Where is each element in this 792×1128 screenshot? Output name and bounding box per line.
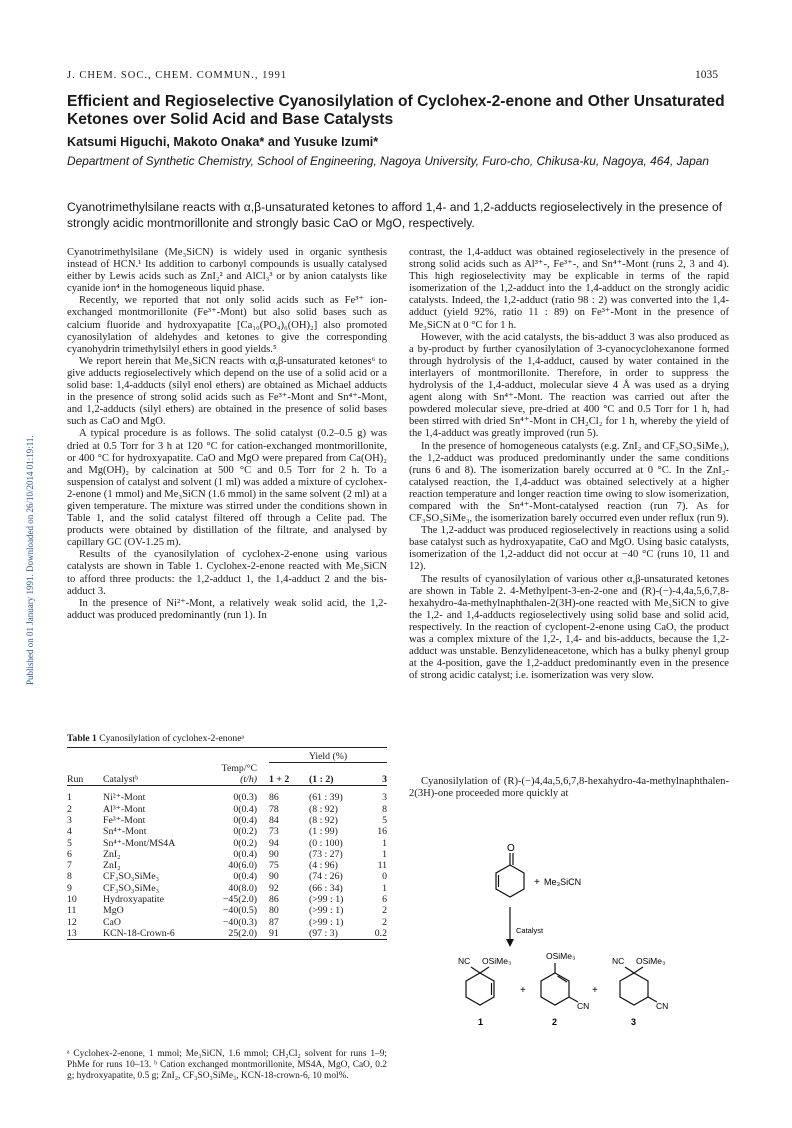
ratio-cell: (>99 : 1) bbox=[309, 916, 344, 928]
yield-cell: 86 bbox=[269, 792, 279, 804]
bis-adduct-header: 3 bbox=[359, 774, 387, 786]
run-cell: 2 bbox=[67, 803, 72, 815]
temp-time-cell: −40(0.3) bbox=[222, 916, 257, 928]
yield-cell: 84 bbox=[269, 814, 279, 826]
bis-adduct-cell: 0.2 bbox=[359, 928, 387, 940]
run-cell: 1 bbox=[67, 792, 72, 804]
table-body bbox=[67, 792, 387, 939]
ratio-cell: (97 : 3) bbox=[309, 928, 359, 940]
table-row bbox=[67, 860, 387, 871]
ratio-cell: (61 : 39) bbox=[309, 792, 343, 804]
page-number: 1035 bbox=[695, 69, 718, 81]
catalyst-cell: ZnI₂ bbox=[103, 848, 121, 860]
temp-time-cell: 0(0.4) bbox=[233, 814, 257, 826]
paragraph: The 1,2-adduct was produced regioselectively in reactions using a solid base catalyst such as hydroxyapatite, CaO and MgO. Using basic catalysts, isomerization of the 1,2-adduct did not occur at −40 °C (runs 10, 11 and 12). bbox=[409, 525, 729, 573]
paragraph: However, with the acid catalysts, the bis-adduct 3 was also produced as a by-product by further cyanosilylation of 3-cyanocyclohexanone formed through hydrolysis of the 1,4-adduct, caused by water contained in the interlayers of montmorillonite. Therefore, in order to suppress the hydrolysis of the 1,4-adduct, molecular sieve 4 Å was used as a drying agent along with Sn⁴⁺-Mont. The reaction was carried out after the powdered molecular sieve, pre-dried at 400 °C and 0.5 Torr for 1 h, had been stirred with dried Sn⁴⁺-Mont in CH₂Cl₂ for 1 h, whereby the yield of the 1,4-adduct was greatly improved (run 5). bbox=[409, 331, 729, 440]
ratio-cell: (8 : 92) bbox=[309, 803, 338, 815]
catalyst-cell: CF₃SO₃SiMe₃ bbox=[103, 871, 159, 883]
compound-label-2: 2 bbox=[552, 1017, 558, 1027]
paragraph: We report herein that Me₃SiCN reacts with α,β-unsaturated ketones⁶ to give adducts regioselectively which depend on the use of a solid acid or a solid base: 1,4-adducts (silyl enol ethers) are obtained as Michael adducts in the presence of strong solid acids such as Fe³⁺-Mont and Sn⁴⁺-Mont, and 1,2-adducts (silyl ethers) are obtained in the presence of solid bases such as CaO and MgO. bbox=[67, 355, 387, 428]
bis-adduct-cell: 2 bbox=[382, 916, 387, 928]
reagent-label: Me₃SiCN bbox=[544, 877, 582, 887]
sum-header: 1 + 2 bbox=[269, 774, 309, 786]
table-row bbox=[67, 883, 387, 894]
bis-adduct-cell: 2 bbox=[382, 905, 387, 917]
run-cell: 12 bbox=[67, 916, 77, 928]
temp-time-cell: 0(0.2) bbox=[233, 837, 257, 849]
temp-time-cell: 0(0.2) bbox=[233, 826, 257, 838]
bis-adduct-cell: 5 bbox=[382, 814, 387, 826]
run-cell: 9 bbox=[67, 882, 72, 894]
right-column-continuation bbox=[409, 776, 729, 800]
table-row bbox=[67, 871, 387, 882]
paragraph: The results of cyanosilylation of various other α,β-unsaturated ketones are shown in Table 2. 4-Methylpent-3-en-2-one and (R)-(−)-4,4a,5,6,7,8-hexahydro-4a-methylnaphthalen-2(3H)-one reacted with Me₃SiCN to give the 1,2- and 1,4-adducts regioselectively using solid base and solid acid, respectively. In the reaction of cyclopent-2-enone using CaO, the product was a complex mixture of the 1,2-, 1,4- and bis-adducts, because the 1,2-adduct was unstable. Benzylideneacetone, which has a bulky phenyl group at the 4-position, gave the 1,2-adduct predominantly even in the presence of strong acidic catalyst; i.e. isomerization was very slow. bbox=[409, 573, 729, 682]
catalyst-header: Catalystᵇ bbox=[103, 774, 189, 786]
table-row bbox=[67, 928, 387, 940]
ratio-cell: (73 : 27) bbox=[309, 848, 343, 860]
ratio-cell: (8 : 92) bbox=[309, 814, 338, 826]
paragraph: Cyanotrimethylsilane (Me₃SiCN) is widely used in organic synthesis instead of HCN.¹ Its addition to carbonyl compounds is usually catalysed either by Lewis acids such as ZnI₂² and AlCl₃³ or by anion catalysts like cyanide ion⁴ in the homogeneous liquid phase. bbox=[67, 247, 387, 295]
results-table bbox=[67, 747, 387, 940]
yield-cell: 86 bbox=[269, 894, 279, 906]
abstract: Cyanotrimethylsilane reacts with α,β-unsaturated ketones to afford 1,4- and 1,2-adducts regioselectively in the presence of strongly acidic montmorillonite and strongly basic CaO or MgO, respectively. bbox=[67, 200, 723, 230]
ratio-cell: (74 : 26) bbox=[309, 871, 343, 883]
yield-cell: 73 bbox=[269, 826, 279, 838]
authors: Katsumi Higuchi, Makoto Onaka* and Yusuke Izumi* bbox=[67, 135, 379, 149]
temp-time-cell: 40(8.0) bbox=[228, 882, 257, 894]
plus-sign: + bbox=[592, 985, 598, 996]
yield-cell: 90 bbox=[269, 848, 279, 860]
table-row bbox=[67, 804, 387, 815]
yield-cell: 90 bbox=[269, 871, 279, 883]
ratio-cell: (1 : 99) bbox=[309, 826, 338, 838]
table-label: Table 1 bbox=[67, 733, 97, 744]
bis-adduct-cell: 0 bbox=[382, 871, 387, 883]
table-row bbox=[67, 849, 387, 860]
paragraph: Cyanosilylation of (R)-(−)4,4a,5,6,7,8-hexahydro-4a-methylnaphthalen-2(3H)-one proceeded more quickly at bbox=[409, 776, 729, 800]
download-sidebar-link[interactable]: Published on 01 January 1991. Downloaded on 26/10/2014 01:19:11. bbox=[25, 435, 35, 685]
catalyst-cell: Hydroxyapatite bbox=[103, 894, 164, 906]
oxygen-label: O bbox=[507, 843, 515, 854]
table-row bbox=[67, 815, 387, 826]
ratio-cell: (>99 : 1) bbox=[309, 894, 344, 906]
bis-adduct-cell: 1 bbox=[382, 882, 387, 894]
ratio-header: (1 : 2) bbox=[309, 774, 359, 786]
yield-cell: 92 bbox=[269, 882, 279, 894]
bis-adduct-cell: 8 bbox=[382, 803, 387, 815]
catalyst-cell: KCN-18-Crown-6 bbox=[103, 928, 189, 940]
bis-adduct-cell: 1 bbox=[382, 837, 387, 849]
bis-adduct-cell: 6 bbox=[382, 894, 387, 906]
bis-adduct-cell: 1 bbox=[382, 848, 387, 860]
paragraph: In the presence of homogeneous catalysts (e.g. ZnI₂ and CF₃SO₃SiMe₃), the 1,2-adduct was produced predominantly under the same conditions (runs 6 and 8). The isomerization barely occurred at 0 °C. In the ZnI₂-catalysed reaction, the 1,4-adduct was obtained selectively at a higher reaction temperature and longer reaction time owing to slow isomerization, compared with the Sn⁴⁺-Mont-catalysed reaction (run 7). As for CF₃SO₃SiMe₃, the isomerization barely occurred even under reflux (run 9). bbox=[409, 440, 729, 525]
yield-cell: 80 bbox=[269, 905, 279, 917]
product3-structure bbox=[620, 967, 657, 1005]
paragraph: Recently, we reported that not only solid acids such as Fe³⁺ ion-exchanged montmorillonite (Fe³⁺-Mont) but also solid bases such as calcium fluoride and hydroxyapatite [Ca₁₀(PO₄)₆(OH)₂] also promoted cyanosilylation of aldehydes and ketones to give the corresponding cyanohydrin trimethylsilyl ethers in good yields.⁵ bbox=[67, 295, 387, 355]
catalyst-cell: CaO bbox=[103, 916, 121, 928]
running-title: J. CHEM. SOC., CHEM. COMMUN., 1991 bbox=[67, 70, 288, 81]
temp-time-cell: 0(0.4) bbox=[233, 803, 257, 815]
product1-osime3: OSiMe₃ bbox=[482, 956, 512, 966]
run-cell: 5 bbox=[67, 837, 72, 849]
yield-cell: 91 bbox=[269, 928, 309, 940]
catalyst-cell: ZnI₂ bbox=[103, 860, 121, 872]
run-cell: 6 bbox=[67, 848, 72, 860]
temp-time-cell: 0(0.4) bbox=[233, 871, 257, 883]
arrow-label: Catalyst bbox=[516, 926, 544, 935]
product1-nc: NC bbox=[458, 956, 471, 966]
yield-cell: 78 bbox=[269, 803, 279, 815]
product1-structure bbox=[466, 967, 494, 1005]
temp-time-cell: −45(2.0) bbox=[222, 894, 257, 906]
bis-adduct-cell: 11 bbox=[377, 860, 387, 872]
paragraph: contrast, the 1,4-adduct was obtained regioselectively in the presence of strong solid acids such as Al³⁺-, Fe³⁺-, and Sn⁴⁺-Mont (runs 2, 3 and 4). This high regioselectivity may be explicable in terms of the rapid isomerization of the 1,2-adduct into the 1,4-adduct on the strongly acidic catalysts. Indeed, the 1,2-adduct (ratio 98 : 2) was converted into the 1,4-adduct (yield 92%, ratio 11 : 89) on Fe³⁺-Mont in the presence of Me₃SiCN at 0 °C for 1 h. bbox=[409, 247, 729, 331]
product2-osime3: OSiMe₃ bbox=[546, 951, 576, 961]
table-row bbox=[67, 894, 387, 905]
run-cell: 4 bbox=[67, 826, 72, 838]
temp-time-cell: 25(2.0) bbox=[189, 928, 269, 940]
table-caption-text: Cyanosilylation of cyclohex-2-enoneᵃ bbox=[99, 733, 245, 744]
yield-cell: 94 bbox=[269, 837, 279, 849]
run-cell: 11 bbox=[67, 905, 77, 917]
temp-time-cell: 40(6.0) bbox=[228, 860, 257, 872]
temp-header: Temp/°C bbox=[221, 762, 257, 774]
product2-structure bbox=[541, 963, 578, 1005]
plus-sign: + bbox=[520, 985, 526, 996]
product3-cn: CN bbox=[656, 1001, 669, 1011]
paragraph: Results of the cyanosilylation of cyclohex-2-enone using various catalysts are shown in Table 1. Cyclohex-2-enone reacted with Me₃SiCN to afford three products: the 1,2-adduct 1, the 1,4-adduct 2 and the bis-adduct 3. bbox=[67, 549, 387, 597]
catalyst-cell: Fe³⁺-Mont bbox=[103, 814, 146, 826]
catalyst-cell: Sn⁴⁺-Mont bbox=[103, 826, 147, 838]
run-cell: 3 bbox=[67, 814, 72, 826]
reaction-arrow bbox=[506, 907, 514, 947]
table-caption bbox=[67, 733, 244, 744]
ratio-cell: (>99 : 1) bbox=[309, 905, 344, 917]
ratio-cell: (66 : 34) bbox=[309, 882, 343, 894]
ratio-cell: (0 : 100) bbox=[309, 837, 343, 849]
product3-nc: NC bbox=[612, 956, 625, 966]
plus-sign: + bbox=[534, 877, 540, 888]
yield-header: Yield (%) bbox=[269, 748, 387, 763]
reaction-scheme bbox=[460, 843, 720, 1033]
table-row bbox=[67, 917, 387, 928]
compound-label-3: 3 bbox=[631, 1017, 637, 1027]
article-title: Efficient and Regioselective Cyanosilylation of Cyclohex-2-enone and Other Unsaturated Ketones over Solid Acid and Base Catalysts bbox=[67, 93, 725, 128]
temp-time-cell: −40(0.5) bbox=[222, 905, 257, 917]
run-header: Run bbox=[67, 774, 103, 786]
bis-adduct-cell: 3 bbox=[382, 792, 387, 804]
catalyst-cell: Sn⁴⁺-Mont/MS4A bbox=[103, 837, 176, 849]
catalyst-cell: MgO bbox=[103, 905, 124, 917]
run-cell: 13 bbox=[67, 928, 103, 940]
ratio-cell: (4 : 96) bbox=[309, 860, 338, 872]
paragraph: A typical procedure is as follows. The solid catalyst (0.2–0.5 g) was dried at 0.5 Torr for 3 h at 120 °C for cation-exchanged montmorillonite, or 400 °C for hydroxyapatite. CaO and MgO were prepared from Ca(OH)₂ and Mg(OH)₂ by calcination at 500 °C and 0.5 Torr for 2 h. To a suspension of catalyst and solvent (1 ml) was added a mixture of cyclohex-2-enone (1 mmol) and Me₃SiCN (1.6 mmol) in the same solvent (2 ml) at a given temperature. The mixture was stirred under the conditions shown in Table 1, and the solid catalyst filtered off through a Celite pad. The products were obtained by distillation of the filtrate, and analysed by capillary GC (OV-1.25 m). bbox=[67, 428, 387, 549]
product2-cn: CN bbox=[577, 1001, 590, 1011]
table-row bbox=[67, 838, 387, 849]
table-footnote: ᵃ Cyclohex-2-enone, 1 mmol; Me₃SiCN, 1.6 mmol; CH₂Cl₂ solvent for runs 1–9; PhMe for runs 10–13. ᵇ Cation exchanged montmorillonite, MS4A, MgO, CaO, 0.2 g; hydroxyapatite, 0.5 g; ZnI₂, CF₃SO₃SiMe₃, KCN-18-crown-6, 10 mol%. bbox=[67, 1049, 387, 1081]
affiliation: Department of Synthetic Chemistry, School of Engineering, Nagoya University, Furo-cho, Chikusa-ku, Nagoya, 464, Japan bbox=[67, 154, 709, 168]
catalyst-cell: Ni²⁺-Mont bbox=[103, 792, 146, 804]
run-cell: 8 bbox=[67, 871, 72, 883]
table-row bbox=[67, 826, 387, 837]
product3-osime3: OSiMe₃ bbox=[636, 956, 666, 966]
temp-time-cell: 0(0.4) bbox=[233, 848, 257, 860]
run-cell: 7 bbox=[67, 860, 72, 872]
yield-cell: 87 bbox=[269, 916, 279, 928]
catalyst-cell: Al³⁺-Mont bbox=[103, 803, 146, 815]
table-row bbox=[67, 905, 387, 916]
paragraph: In the presence of Ni²⁺-Mont, a relatively weak solid acid, the 1,2-adduct was produced predominantly (run 1). In bbox=[67, 597, 387, 621]
table-row bbox=[67, 792, 387, 803]
run-cell: 10 bbox=[67, 894, 77, 906]
bis-adduct-cell: 16 bbox=[377, 826, 387, 838]
yield-cell: 75 bbox=[269, 860, 279, 872]
catalyst-cell: CF₃SO₃SiMe₃ bbox=[103, 882, 159, 894]
cyclohexenone-structure bbox=[496, 853, 524, 897]
compound-label-1: 1 bbox=[478, 1017, 484, 1027]
time-header: (t/h) bbox=[189, 774, 269, 786]
left-column bbox=[67, 247, 387, 622]
temp-time-cell: 0(0.3) bbox=[233, 792, 257, 804]
right-column bbox=[409, 247, 729, 682]
